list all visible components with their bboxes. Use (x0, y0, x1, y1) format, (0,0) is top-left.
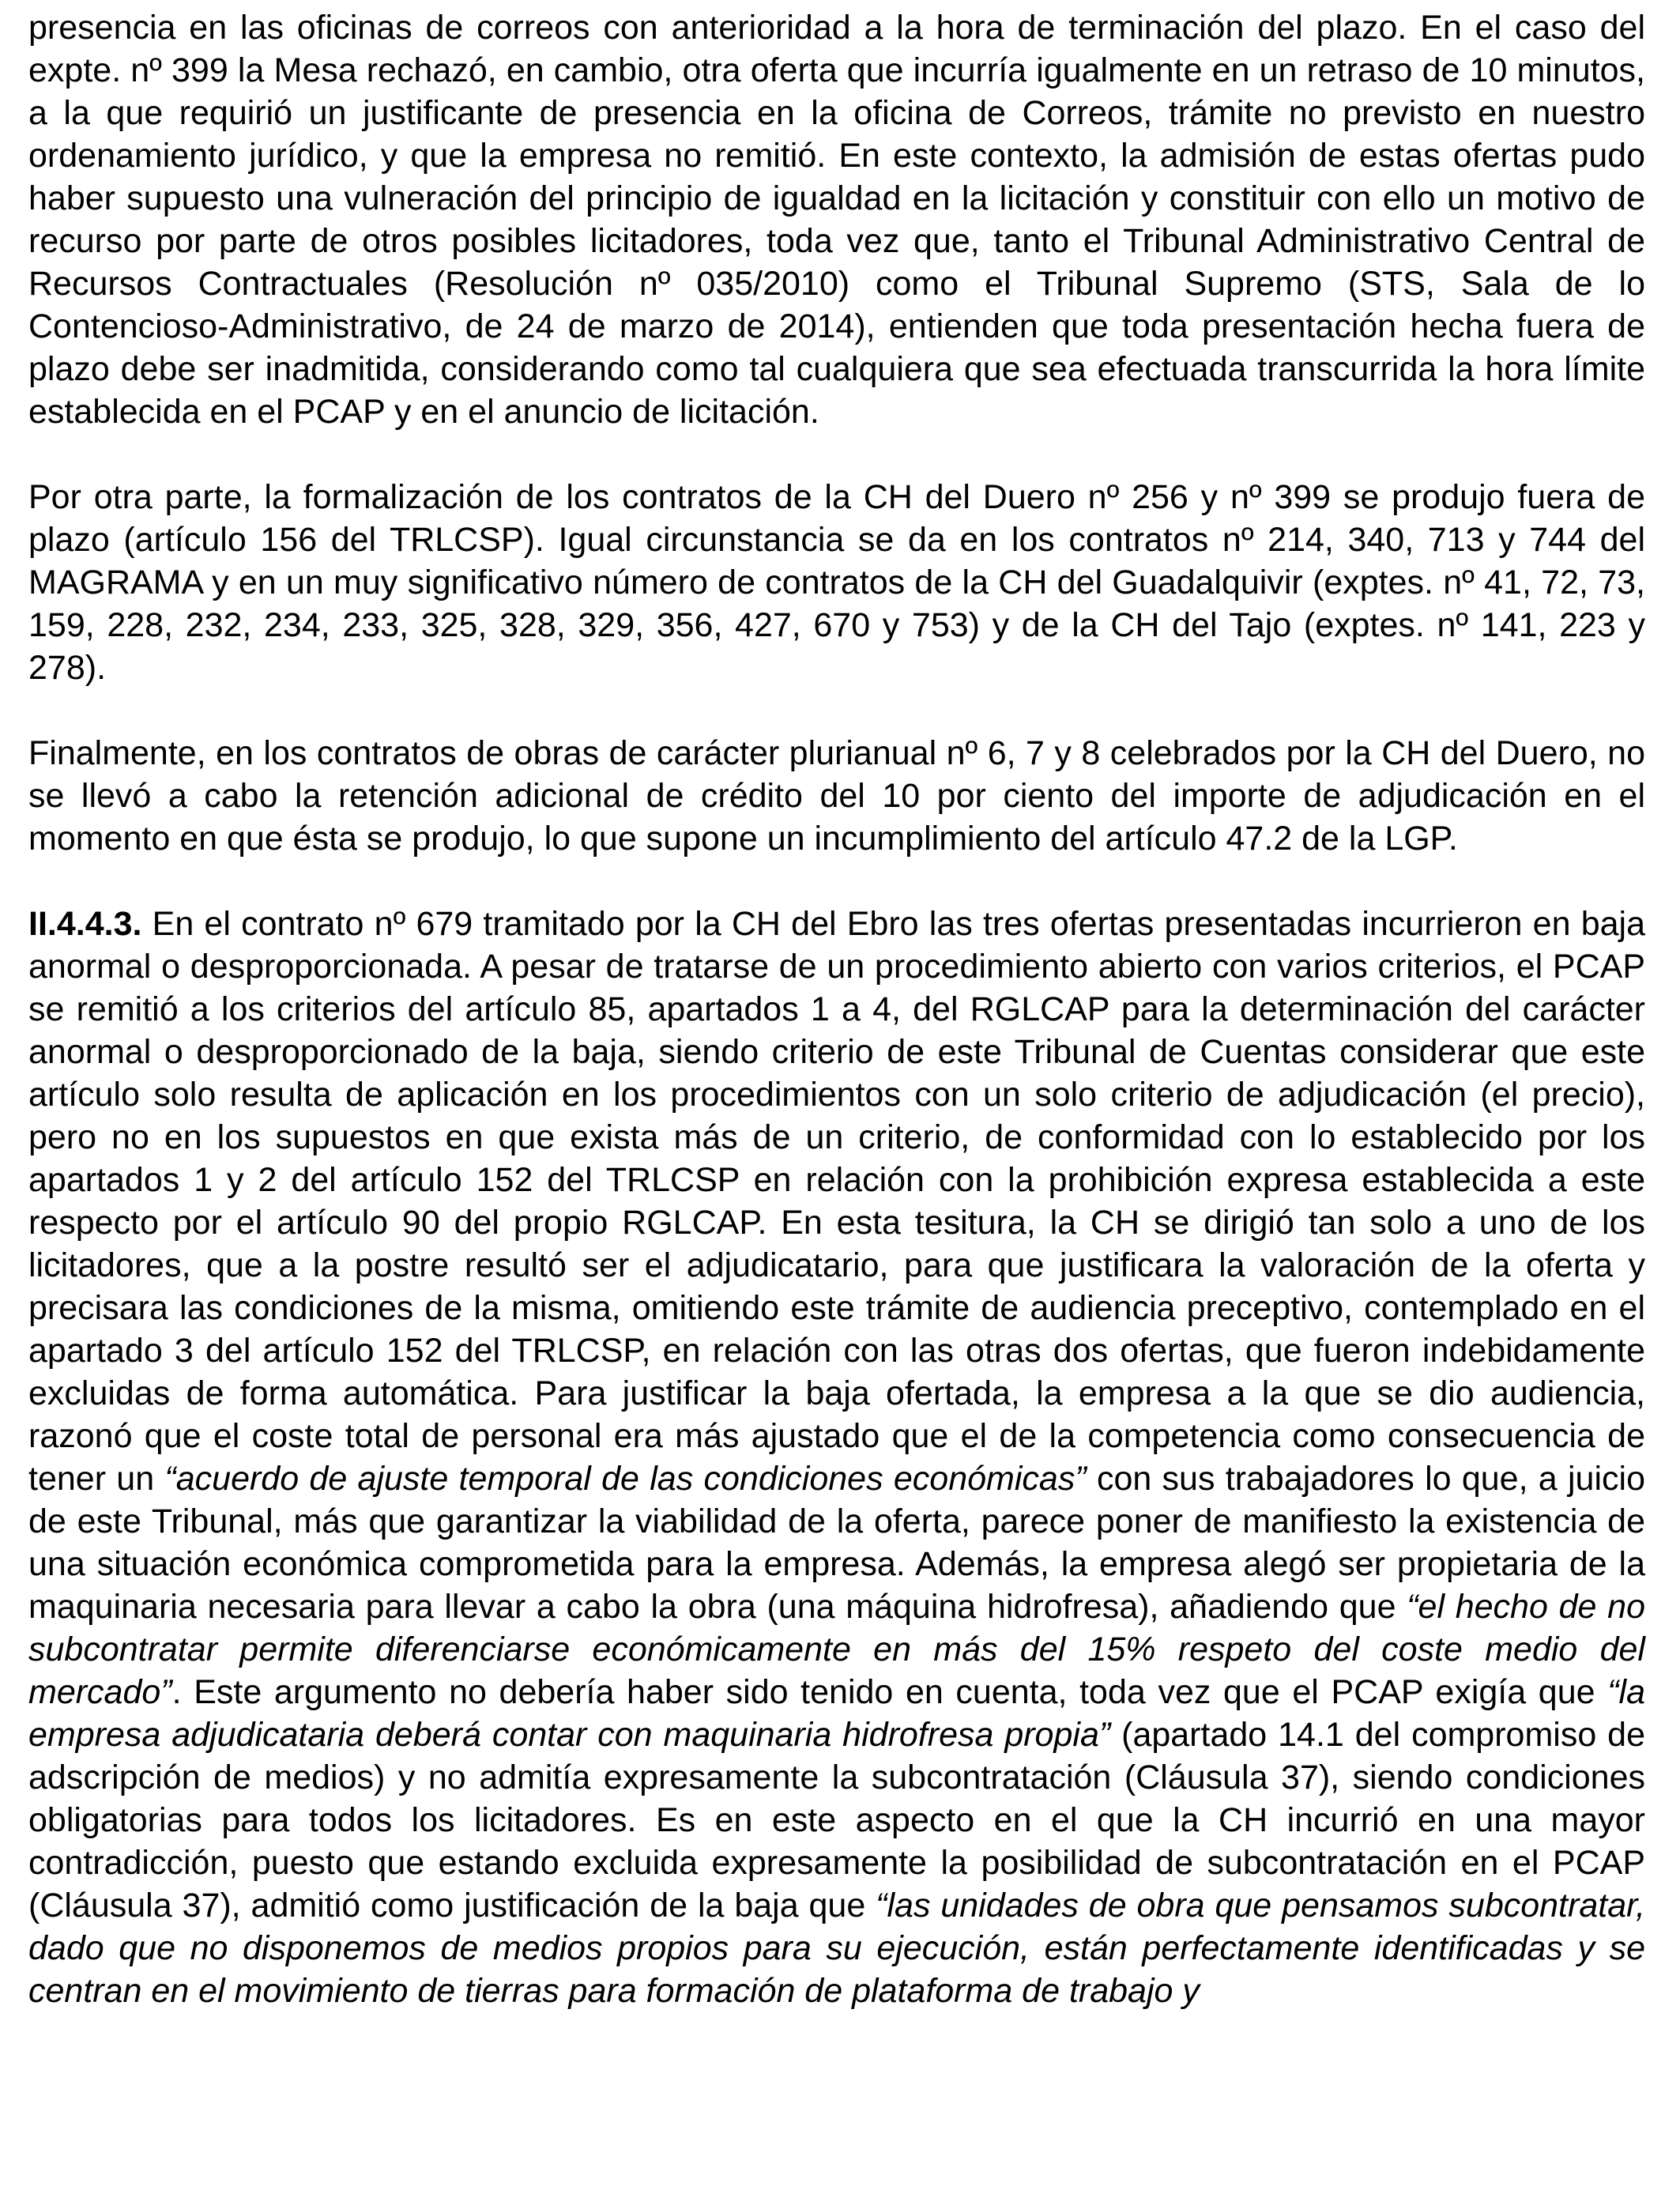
body-text: (apartado 14.1 del compromiso de adscripción de medios) y no admitía expresamente la subcontratación (Cláusula 37), siendo condiciones obligatorias para todos los licitadores. Es en este aspecto en el que la CH incurrió en una mayor contradicción, puesto que estando excluida expresamente la posibilidad de subcontratación en el PCAP (Cláusula 37), admitió como justificación de la baja que (28, 1716, 1645, 1924)
quote-text: “el hecho de no subcontratar permite diferenciarse económicamente en más del 15% respeto del coste medio del mercado” (28, 1588, 1645, 1711)
body-text: con sus trabajadores lo que, a juicio de este Tribunal, más que garantizar la viabilidad de la oferta, parece poner de manifiesto la existencia de una situación económica comprometida para la empresa. Además, la empresa alegó ser propietaria de la maquinaria necesaria para llevar a cabo la obra (una máquina hidrofresa), añadiendo que (28, 1460, 1645, 1626)
quote-text: “las unidades de obra que pensamos subcontratar, dado que no disponemos de medios propios para su ejecución, están perfectamente identificadas y se centran en el movimiento de tierras para formación de plataforma de trabajo y (28, 1887, 1645, 2010)
body-text: . Este argumento no debería haber sido tenido en cuenta, toda vez que el PCAP exigía que (171, 1673, 1608, 1711)
body-text: En el contrato nº 679 tramitado por la CH del Ebro las tres ofertas presentadas incurrieron en baja anormal o desproporcionada. A pesar de tratarse de un procedimiento abierto con varios criterios, el PCAP se remitió a los criterios del artículo 85, apartados 1 a 4, del RGLCAP para la determinación del carácter anormal o desproporcionado de la baja, siendo criterio de este Tribunal de Cuentas considerar que este artículo solo resulta de aplicación en los procedimientos con un solo criterio de adjudicación (el precio), pero no en los supuestos en que exista más de un criterio, de conformidad con lo establecido por los apartados 1 y 2 del artículo 152 del TRLCSP en relación con la prohibición expresa establecida a este respecto por el artículo 90 del propio RGLCAP. En esta tesitura, la CH se dirigió tan solo a uno de los licitadores, que a la postre resultó ser el adjudicatario, para que justificara la valoración de la oferta y precisara las condiciones de la misma, omitiendo este trámite de audiencia preceptivo, contemplado en el apartado 3 del artículo 152 del TRLCSP, en relación con las otras dos ofertas, que fueron indebidamente excluidas de forma automática. Para justificar la baja ofertada, la empresa a la que se dio audiencia, razonó que el coste total de personal era más ajustado que el de la competencia como consecuencia de tener un (28, 905, 1645, 1498)
paragraph-formalization-delays: Por otra parte, la formalización de los contratos de la CH del Duero nº 256 y nº 399 se produjo fuera de plazo (artículo 156 del TRLCSP). Igual circunstancia se da en los contratos nº 214, 340, 713 y 744 del MAGRAMA y en un muy significativo número de contratos de la CH del Guadalquivir (exptes. nº 41, 72, 73, 159, 228, 232, 234, 233, 325, 328, 329, 356, 427, 670 y 753) y de la CH del Tajo (exptes. nº 141, 223 y 278). (28, 478, 1645, 687)
quote-text: “la empresa adjudicataria deberá contar con maquinaria hidrofresa propia” (28, 1673, 1645, 1754)
section-number: II.4.4.3. (28, 905, 142, 943)
paragraph-credit-retention: Finalmente, en los contratos de obras de carácter plurianual nº 6, 7 y 8 celebrados por la CH del Duero, no se llevó a cabo la retención adicional de crédito del 10 por ciento del importe de adjudicación en el momento en que ésta se produjo, lo que supone un incumplimiento del artículo 47.2 de la LGP. (28, 734, 1645, 858)
document-page (28, 6, 1645, 2012)
paragraph-deadline-submissions: presencia en las oficinas de correos con anterioridad a la hora de terminación del plazo. En el caso del expte. nº 399 la Mesa rechazó, en cambio, otra oferta que incurría igualmente en un retraso de 10 minutos, a la que requirió un justificante de presencia en la oficina de Correos, trámite no previsto en nuestro ordenamiento jurídico, y que la empresa no remitió. En este contexto, la admisión de estas ofertas pudo haber supuesto una vulneración del principio de igualdad en la licitación y constituir con ello un motivo de recurso por parte de otros posibles licitadores, toda vez que, tanto el Tribunal Administrativo Central de Recursos Contractuales (Resolución nº 035/2010) como el Tribunal Supremo (STS, Sala de lo Contencioso-Administrativo, de 24 de marzo de 2014), entienden que toda presentación hecha fuera de plazo debe ser inadmitida, considerando como tal cualquiera que sea efectuada transcurrida la hora límite establecida en el PCAP y en el anuncio de licitación. (28, 9, 1645, 431)
paragraph-section-ii-4-4-3 (28, 903, 1645, 2012)
quote-text: “acuerdo de ajuste temporal de las condiciones económicas” (164, 1460, 1087, 1498)
